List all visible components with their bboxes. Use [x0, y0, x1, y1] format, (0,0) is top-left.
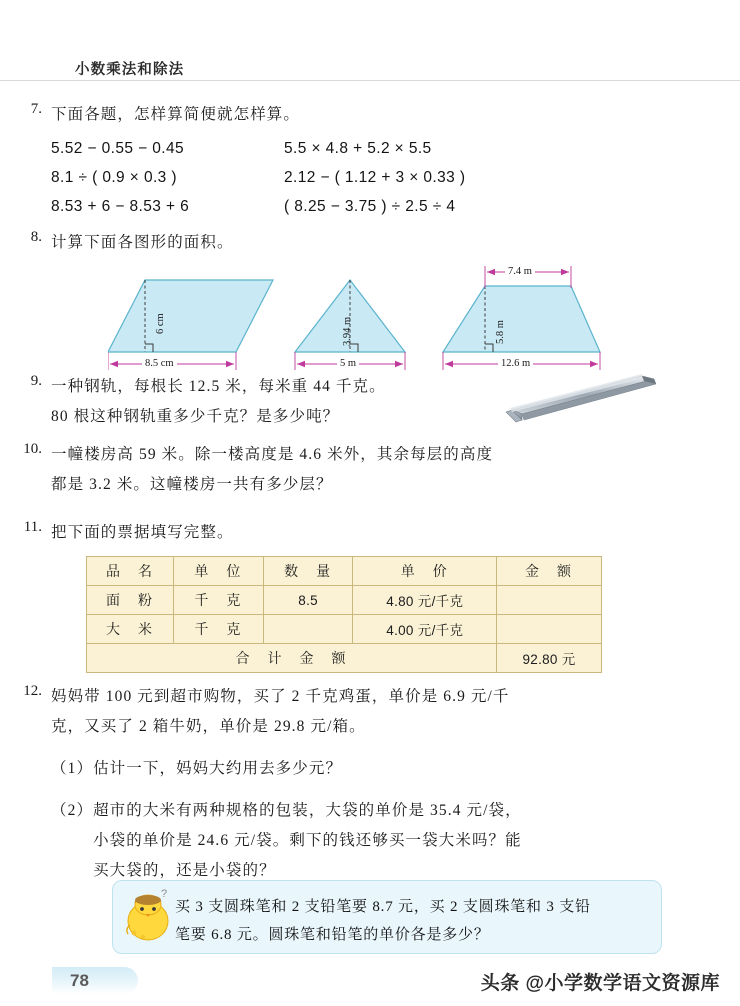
figure-triangle [290, 274, 430, 374]
problem-7-number: 7. [30, 101, 42, 117]
expression-right-2: 2.12 − ( 1.12 + 3 × 0.33 ) [284, 169, 466, 186]
table-row [87, 615, 602, 644]
problem-8-header [0, 228, 740, 258]
problem-12-line-1: 妈妈带 100 元到超市购物，买了 2 千克鸡蛋，单价是 6.9 元/千 [51, 688, 510, 705]
problem-12-sub-1 [51, 754, 522, 784]
problem-9-line-2: 80 根这种钢轨重多少千克？是多少吨？ [51, 408, 340, 425]
page-number-tab [52, 967, 138, 994]
problem-11-header [0, 518, 740, 548]
table-header-row [87, 557, 602, 586]
column-header-unit: 单 位 [174, 557, 264, 586]
sub-1-line-1: 估计一下，妈妈大约用去多少元？ [93, 760, 343, 777]
expression-right-3: ( 8.25 − 3.75 ) ÷ 2.5 ÷ 4 [284, 198, 456, 215]
watermark: 头条 @小学数学语文资源库 [480, 973, 720, 994]
problem-7-expressions [51, 134, 740, 221]
problem-10 [0, 440, 740, 500]
problem-12-text [42, 682, 522, 886]
parallelogram-base-label: 8.5 cm [142, 358, 177, 369]
trapezoid-height-label: 5.8 m [495, 320, 506, 344]
column-header-amount: 金 额 [497, 557, 602, 586]
problem-12-sub-2 [51, 796, 522, 886]
problem-10-row [0, 440, 740, 500]
parallelogram-svg [108, 274, 308, 374]
chick-mascot-icon [121, 885, 177, 945]
problem-10-text [42, 440, 493, 500]
problem-11-number: 11. [23, 519, 42, 535]
header-divider [0, 80, 740, 81]
parallelogram-height-label: 6 cm [155, 313, 166, 334]
figure-parallelogram [108, 274, 308, 374]
sub-2-line-3: 买大袋的，还是小袋的？ [93, 862, 276, 879]
problem-9-number: 9. [30, 373, 42, 389]
cell-item-quantity[interactable]: 8.5 [263, 586, 353, 615]
total-label: 合 计 金 额 [87, 644, 497, 673]
problem-9 [0, 372, 740, 432]
problem-12-line-2: 克，又买了 2 箱牛奶，单价是 29.8 元/箱。 [51, 718, 366, 735]
think-line-1: 买 3 支圆珠笔和 2 支铅笔要 8.7 元，买 2 支圆珠笔和 3 支铅 [175, 899, 591, 915]
cell-item-amount[interactable] [497, 586, 602, 615]
think-line-2: 笔要 6.8 元。圆珠笔和铅笔的单价各是多少？ [175, 927, 490, 943]
problem-7 [0, 100, 740, 221]
sub-1-label: （1） [51, 760, 94, 777]
column-header-unit-price: 单 价 [353, 557, 497, 586]
table-row [87, 586, 602, 615]
sub-2-line-2: 小袋的单价是 24.6 元/袋。剩下的钱还够买一袋大米吗？能 [93, 832, 522, 849]
chapter-title: 小数乘法和除法 [75, 62, 185, 78]
figure-trapezoid [435, 256, 655, 374]
problem-8-number: 8. [30, 229, 42, 245]
expression-left-2: 8.1 ÷ ( 0.9 × 0.3 ) [51, 169, 177, 186]
cell-item-price: 4.00 元/千克 [353, 615, 497, 644]
problem-7-header [0, 100, 740, 130]
trapezoid-svg [435, 256, 655, 374]
cell-item-name: 面 粉 [87, 586, 174, 615]
column-header-name: 品 名 [87, 557, 174, 586]
sub-2-body [93, 796, 522, 886]
bill-table [86, 556, 602, 673]
problem-7-prompt: 下面各题，怎样算简便就怎样算。 [51, 106, 301, 123]
problem-9-line-1: 一种钢轨，每根长 12.5 米，每米重 44 千克。 [51, 378, 386, 395]
problem-11-prompt: 把下面的票据填写完整。 [51, 524, 234, 541]
problem-10-line-2: 都是 3.2 米。这幢楼房一共有多少层？ [51, 476, 333, 493]
problem-8-figures [50, 264, 740, 376]
triangle-base-label: 5 m [337, 358, 359, 369]
cell-item-price: 4.80 元/千克 [353, 586, 497, 615]
page-header [0, 58, 740, 86]
page-number: 78 [70, 971, 89, 990]
cell-item-quantity[interactable] [263, 615, 353, 644]
triangle-svg [290, 274, 430, 374]
problem-8-prompt: 计算下面各图形的面积。 [51, 234, 234, 251]
problem-12-row [0, 682, 740, 886]
expression-left-1: 5.52 − 0.55 − 0.45 [51, 140, 185, 157]
table-total-row [87, 644, 602, 673]
expression-row [51, 163, 740, 192]
expression-left-3: 8.53 + 6 − 8.53 + 6 [51, 198, 190, 215]
svg-text:?: ? [161, 888, 168, 900]
problem-12 [0, 682, 740, 886]
sub-2-line-1: 超市的大米有两种规格的包装，大袋的单价是 35.4 元/袋， [93, 802, 522, 819]
problem-9-text [42, 372, 386, 432]
cell-item-amount[interactable] [497, 615, 602, 644]
cell-item-name: 大 米 [87, 615, 174, 644]
problem-10-line-1: 一幢楼房高 59 米。除一楼高度是 4.6 米外，其余每层的高度 [51, 446, 494, 463]
problem-11 [0, 518, 740, 673]
total-value: 92.80 元 [497, 644, 602, 673]
steel-rail-icon [492, 370, 662, 428]
problem-12-number: 12. [23, 683, 42, 699]
sub-2-label: （2） [51, 802, 94, 819]
triangle-height-label: 3.94 m [342, 316, 353, 346]
cell-item-unit: 千 克 [174, 586, 264, 615]
expression-row [51, 192, 740, 221]
problem-10-number: 10. [23, 441, 42, 457]
think-box-text [175, 893, 645, 949]
think-box [112, 880, 662, 954]
problem-8 [0, 228, 740, 376]
column-header-quantity: 数 量 [263, 557, 353, 586]
expression-right-1: 5.5 × 4.8 + 5.2 × 5.5 [284, 140, 432, 157]
cell-item-unit: 千 克 [174, 615, 264, 644]
trapezoid-base-label: 12.6 m [498, 358, 533, 369]
trapezoid-top-label: 7.4 m [505, 266, 535, 277]
expression-row [51, 134, 740, 163]
